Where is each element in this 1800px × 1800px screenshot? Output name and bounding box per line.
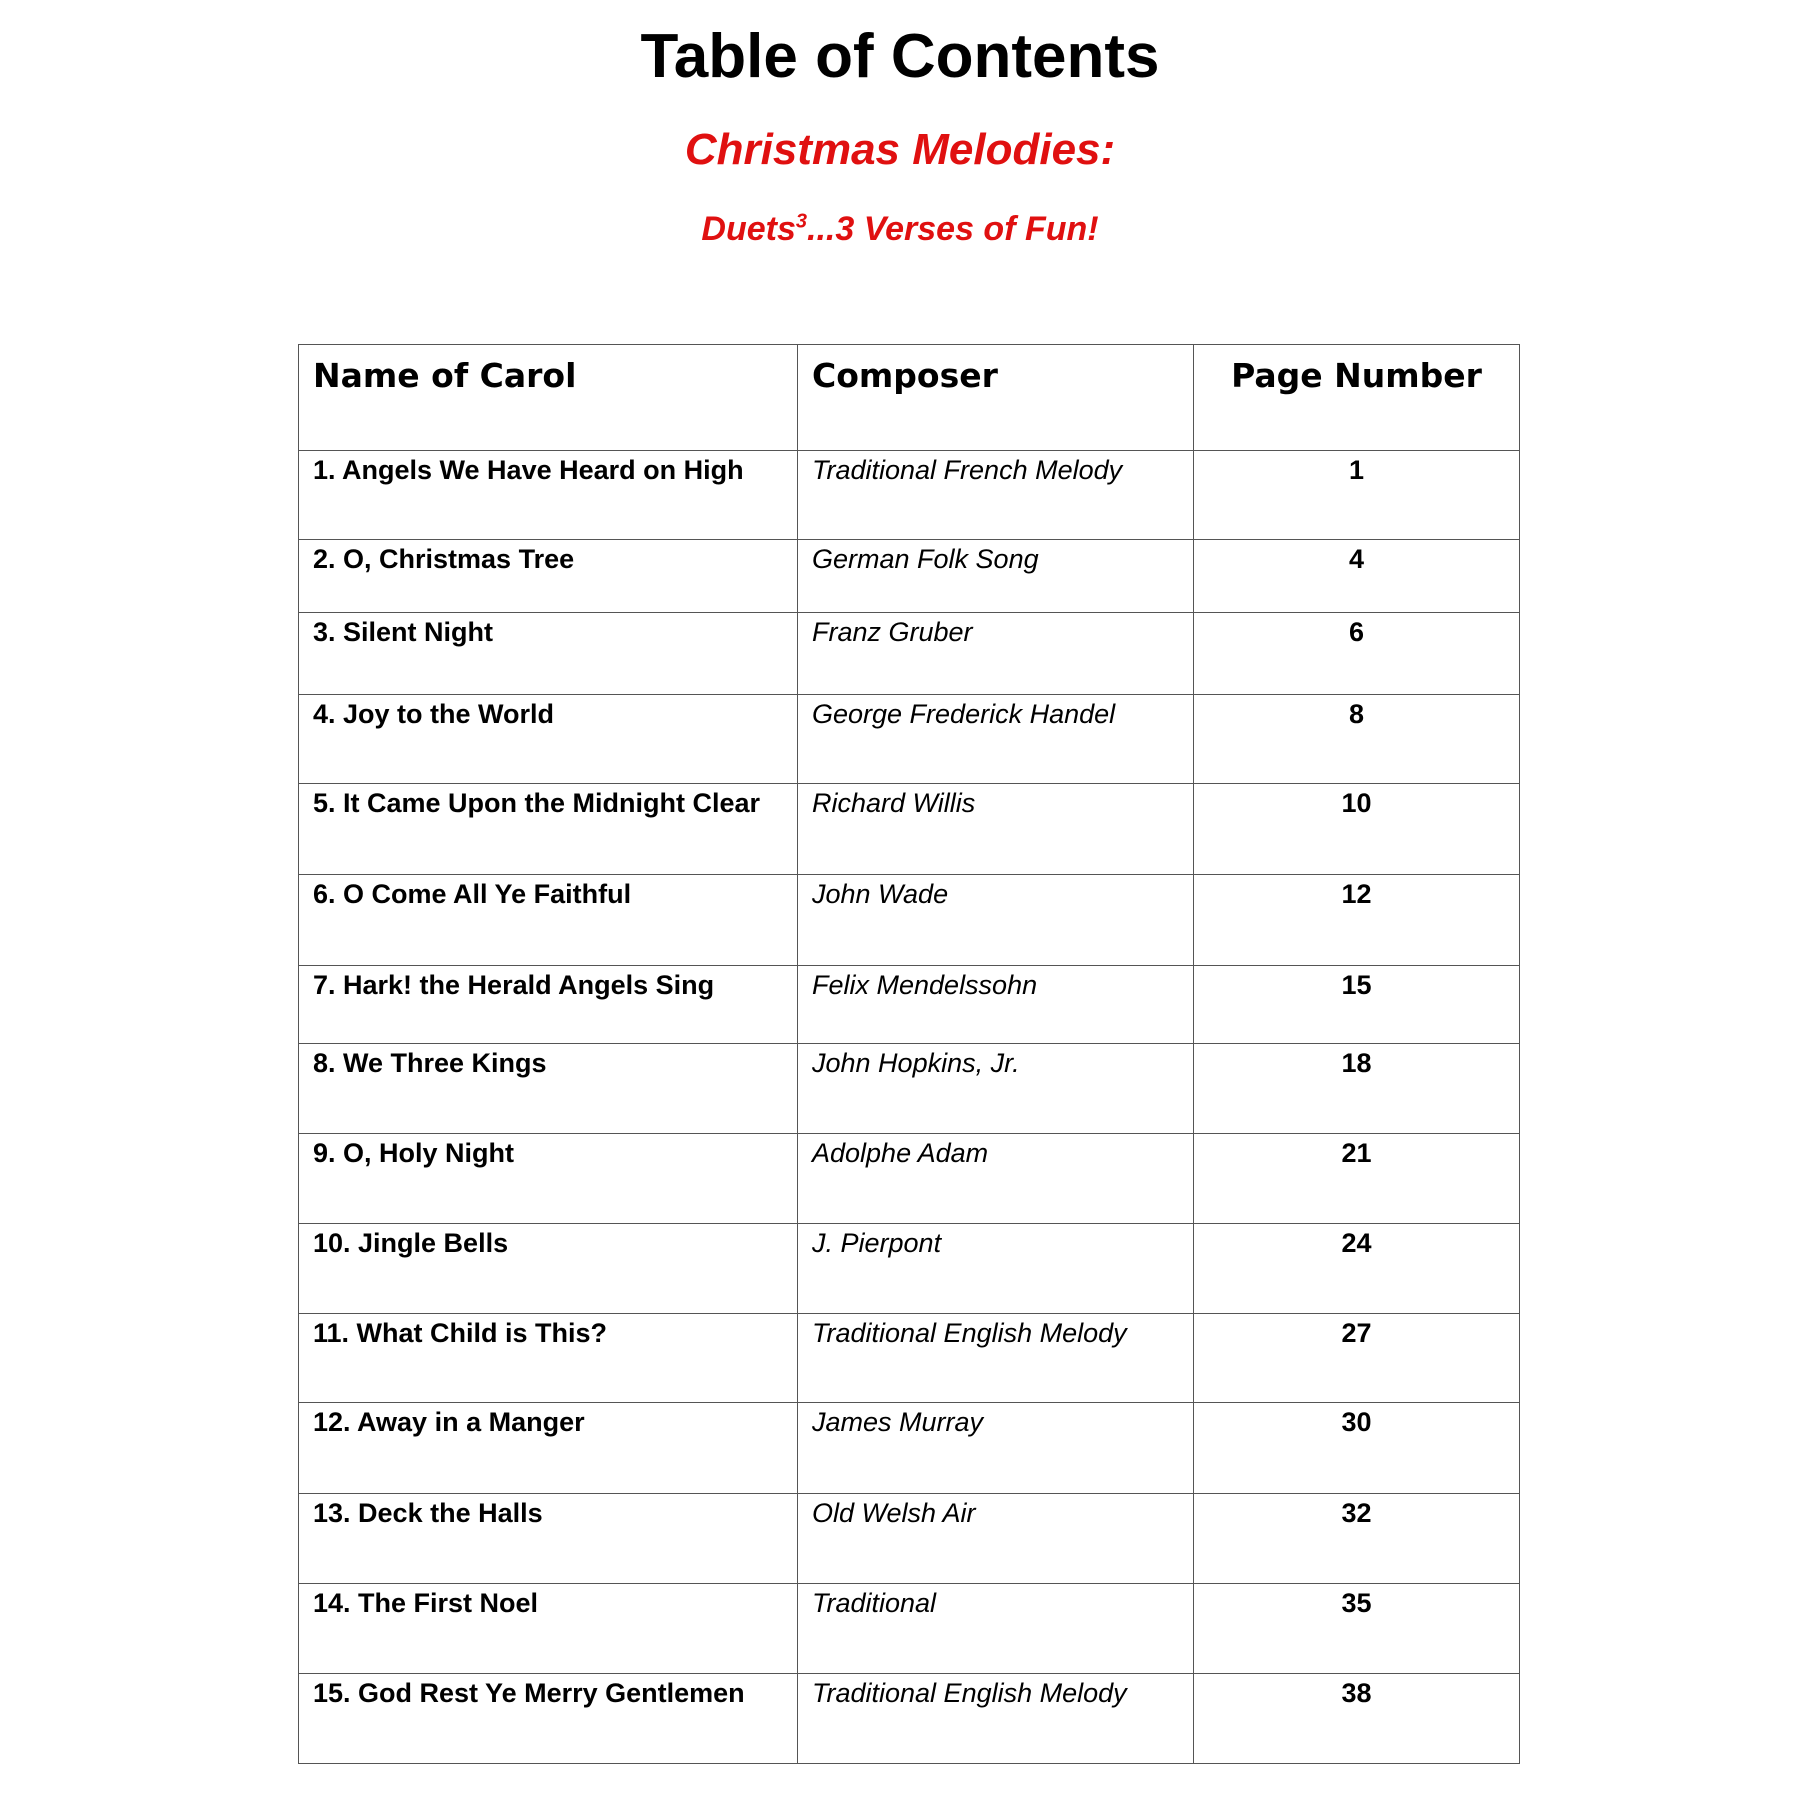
carol-name: 12. Away in a Manger bbox=[299, 1403, 798, 1494]
table-row bbox=[299, 784, 1520, 875]
composer-name: Traditional English Melody bbox=[798, 1674, 1194, 1764]
table-row bbox=[299, 695, 1520, 784]
page-number: 24 bbox=[1194, 1224, 1520, 1314]
table-row bbox=[299, 1403, 1520, 1494]
table-row bbox=[299, 1224, 1520, 1314]
carol-name: 6. O Come All Ye Faithful bbox=[299, 875, 798, 966]
page-number: 30 bbox=[1194, 1403, 1520, 1494]
carol-name: 5. It Came Upon the Midnight Clear bbox=[299, 784, 798, 875]
composer-name: Traditional bbox=[798, 1584, 1194, 1674]
page-number: 18 bbox=[1194, 1044, 1520, 1134]
page-number: 21 bbox=[1194, 1134, 1520, 1224]
composer-name: J. Pierpont bbox=[798, 1224, 1194, 1314]
carol-name: 2. O, Christmas Tree bbox=[299, 540, 798, 613]
carol-name: 14. The First Noel bbox=[299, 1584, 798, 1674]
composer-name: James Murray bbox=[798, 1403, 1194, 1494]
table-row bbox=[299, 875, 1520, 966]
composer-name: German Folk Song bbox=[798, 540, 1194, 613]
page-number: 38 bbox=[1194, 1674, 1520, 1764]
book-subtitle: Christmas Melodies: bbox=[684, 125, 1116, 174]
table-row bbox=[299, 1584, 1520, 1674]
book-tagline bbox=[0, 208, 1800, 250]
page-number: 15 bbox=[1194, 966, 1520, 1044]
page-number: 10 bbox=[1194, 784, 1520, 875]
page-title: Table of Contents bbox=[640, 22, 1160, 91]
tagline-suffix: ...3 Verses of Fun! bbox=[807, 210, 1099, 248]
composer-name: Felix Mendelssohn bbox=[798, 966, 1194, 1044]
tagline-superscript: 3 bbox=[795, 210, 807, 233]
header-row bbox=[299, 345, 1520, 451]
composer-name: Traditional French Melody bbox=[798, 451, 1194, 540]
contents-table bbox=[298, 344, 1520, 1764]
composer-name: Traditional English Melody bbox=[798, 1314, 1194, 1403]
table-row bbox=[299, 451, 1520, 540]
composer-name: John Wade bbox=[798, 875, 1194, 966]
table-row bbox=[299, 540, 1520, 613]
table-row bbox=[299, 1134, 1520, 1224]
composer-name: John Hopkins, Jr. bbox=[798, 1044, 1194, 1134]
carol-name: 7. Hark! the Herald Angels Sing bbox=[299, 966, 798, 1044]
page-number: 6 bbox=[1194, 613, 1520, 695]
page-number: 35 bbox=[1194, 1584, 1520, 1674]
table-row bbox=[299, 1314, 1520, 1403]
table-row bbox=[299, 1674, 1520, 1764]
table-row bbox=[299, 613, 1520, 695]
page-number: 8 bbox=[1194, 695, 1520, 784]
composer-name: Adolphe Adam bbox=[798, 1134, 1194, 1224]
table-row bbox=[299, 1044, 1520, 1134]
carol-name: 9. O, Holy Night bbox=[299, 1134, 798, 1224]
table-body bbox=[299, 451, 1520, 1764]
carol-name: 4. Joy to the World bbox=[299, 695, 798, 784]
composer-name: George Frederick Handel bbox=[798, 695, 1194, 784]
carol-name: 15. God Rest Ye Merry Gentlemen bbox=[299, 1674, 798, 1764]
page-number: 1 bbox=[1194, 451, 1520, 540]
header-page-number: Page Number bbox=[1194, 345, 1520, 451]
page-number: 12 bbox=[1194, 875, 1520, 966]
carol-name: 10. Jingle Bells bbox=[299, 1224, 798, 1314]
page-number: 27 bbox=[1194, 1314, 1520, 1403]
table-row bbox=[299, 966, 1520, 1044]
composer-name: Richard Willis bbox=[798, 784, 1194, 875]
header-composer: Composer bbox=[798, 345, 1194, 451]
header-carol: Name of Carol bbox=[299, 345, 798, 451]
carol-name: 13. Deck the Halls bbox=[299, 1494, 798, 1584]
composer-name: Old Welsh Air bbox=[798, 1494, 1194, 1584]
tagline-prefix: Duets bbox=[701, 210, 796, 248]
table-row bbox=[299, 1494, 1520, 1584]
page-number: 32 bbox=[1194, 1494, 1520, 1584]
carol-name: 8. We Three Kings bbox=[299, 1044, 798, 1134]
page-number: 4 bbox=[1194, 540, 1520, 613]
carol-name: 3. Silent Night bbox=[299, 613, 798, 695]
carol-name: 11. What Child is This? bbox=[299, 1314, 798, 1403]
carol-name: 1. Angels We Have Heard on High bbox=[299, 451, 798, 540]
composer-name: Franz Gruber bbox=[798, 613, 1194, 695]
